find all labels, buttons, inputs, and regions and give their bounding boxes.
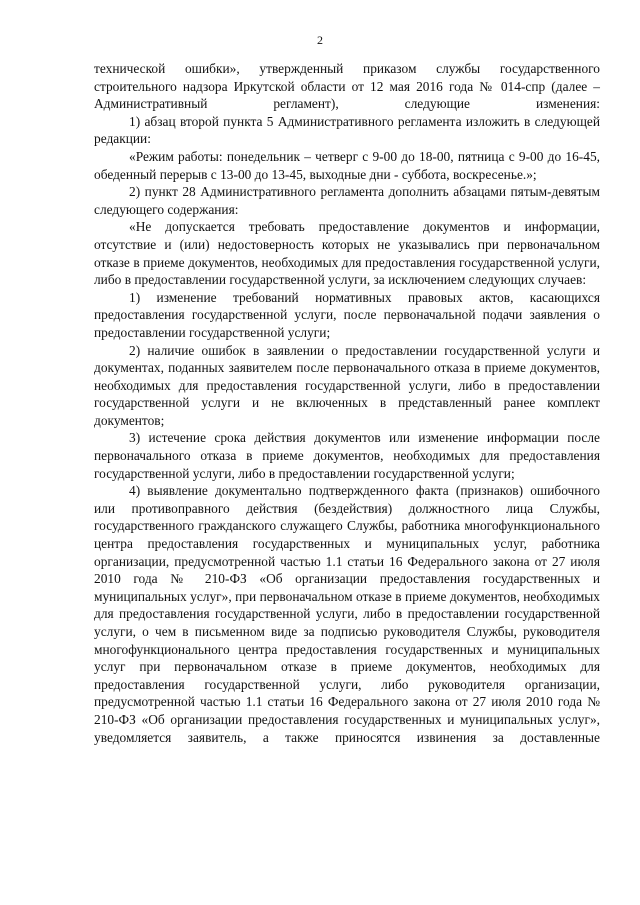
- paragraph: 2) пункт 28 Административного регламента дополнить абзацами пятым-девятым следующего содержания:: [94, 184, 600, 217]
- document-body: [94, 60, 600, 746]
- paragraph: 2) наличие ошибок в заявлении о предоставлении государственной услуги и документах, поданных заявителем после первоначального отказа в приеме документов, необходимых для предоставления государственной услуги, либо в предоставлении государственной услуги и не включенных в представленный ранее комплект документов;: [94, 342, 600, 428]
- paragraph: 3) истечение срока действия документов или изменение информации после первоначального отказа в приеме документов, необходимых для предоставления государственной услуги, либо в предоставлении государственной услуги;: [94, 430, 600, 481]
- page-number: 2: [317, 33, 323, 47]
- paragraph: «Режим работы: понедельник – четверг с 9-00 до 18-00, пятница с 9-00 до 16-45, обеденный перерыв с 13-00 до 13-45, выходные дни - суббота, воскресенье.»;: [94, 148, 600, 182]
- paragraph: «Не допускается требовать предоставление документов и информации, отсутствие и (или) недостоверность которых не указывались при первоначальном отказе в приеме документов, необходимых для предоставления государственной услуги, либо в предоставлении государственной услуги, за исключением следующих случаев:: [94, 219, 600, 288]
- paragraph: 1) изменение требований нормативных правовых актов, касающихся предоставления государственной услуги, после первоначальной подачи заявления о предоставлении государственной услуги;: [94, 289, 600, 340]
- paragraph: технической ошибки», утвержденный приказом службы государственного строительного надзора Иркутской области от 12 мая 2016 года № 014-спр (далее – Административный регламент), следующие изменения:: [94, 61, 600, 112]
- paragraph: 1) абзац второй пункта 5 Административного регламента изложить в следующей редакции:: [94, 113, 600, 147]
- paragraph: 4) выявление документально подтвержденного факта (признаков) ошибочного или противоправного действия (бездействия) должностного лица Службы, государственного гражданского служащего Службы, работника многофункционального центра предоставления государственных и муниципальных услуг, работника организации, предусмотренной частью 1.1 статьи 16 Федерального закона от 27 июля 2010 года № 210-ФЗ «Об организации предоставления государственных и муниципальных услуг», при первоначальном отказе в приеме документов, необходимых для предоставления государственной услуги, либо в предоставлении государственной услуги, о чем в письменном виде за подписью руководителя Службы, руководителя многофункционального центра предоставления государственных и муниципальных услуг при первоначальном отказе в приеме документов, необходимых для предоставления государственной услуги, либо руководителя организации, предусмотренной частью 1.1 статьи 16 Федерального закона от 27 июля 2010 года № 210-ФЗ «Об организации предоставления государственных и муниципальных услуг», уведомляется заявитель, а также приносятся извинения за доставленные: [94, 483, 600, 745]
